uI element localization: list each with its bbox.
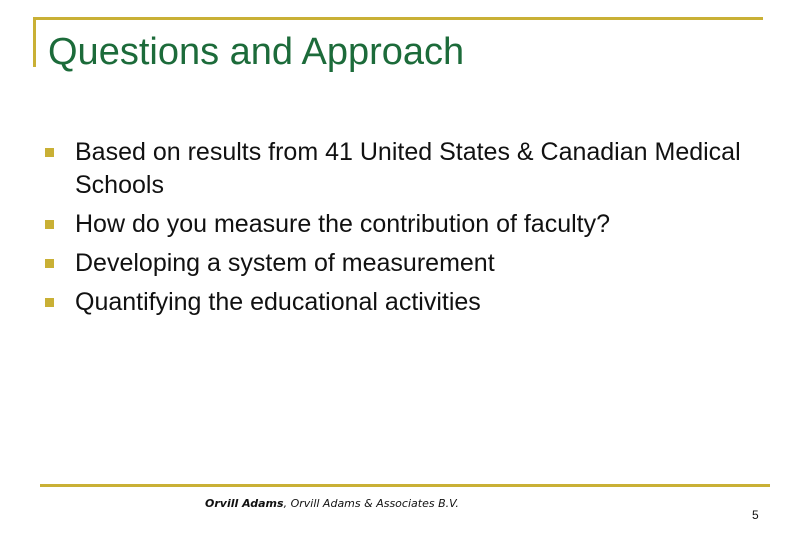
bullet-text: How do you measure the contribution of faculty? [75,210,611,238]
bullet-text: Developing a system of measurement [75,249,495,277]
square-bullet-icon [45,298,54,307]
bullet-text: Based on results from 41 United States & Canadian Medical Schools [75,138,741,199]
slide-title: Questions and Approach [48,31,465,73]
bullet-text: Quantifying the educational activities [75,288,481,316]
footer-organization: Orvill Adams & Associates B.V. [290,497,459,510]
left-frame-line [33,17,36,67]
bullet-item [45,208,745,241]
square-bullet-icon [45,259,54,268]
footer-separator: , [283,497,291,510]
bullet-item [45,247,745,280]
square-bullet-icon [45,220,54,229]
bottom-rule-line [40,484,770,487]
top-frame-line [33,17,763,20]
page-number: 5 [752,508,759,522]
footer-author: Orvill Adams [205,497,284,510]
bullet-list [45,136,745,325]
square-bullet-icon [45,148,54,157]
bullet-item [45,286,745,319]
bullet-item [45,136,745,202]
footer-credit [205,497,459,510]
